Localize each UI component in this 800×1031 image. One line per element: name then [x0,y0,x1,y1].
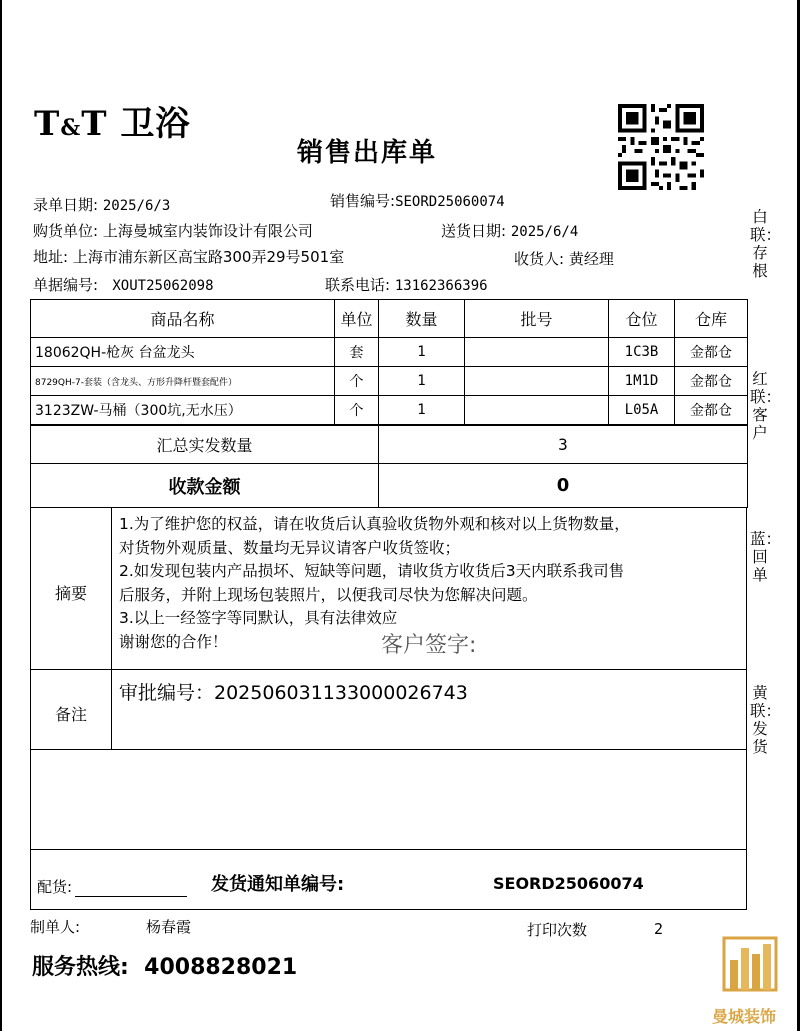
cell-location: 1C3B [609,338,675,367]
cell-warehouse: 金都仓 [675,396,748,425]
blank-section [30,750,747,850]
summary-quantity-value: 3 [379,426,748,464]
header-batch: 批号 [465,300,609,338]
terms-line: 1.为了维护您的权益，请在收货后认真验收货物外观和核对以上货物数量， [119,515,630,533]
cell-quantity: 1 [379,367,465,396]
approval-number: 审批编号：202506031133000026743 [119,682,468,704]
terms-line: 2.如发现包装内产品损坏、短缺等问题，请收货方收货后3天内联系我司售 [119,562,625,580]
abstract-section [30,507,747,670]
table-header-row [31,300,748,338]
maker-name: 杨春霞 [146,918,192,936]
customer-signature-label: 客户签字: [381,633,477,658]
stub-red: 红联：客户 [750,370,782,442]
service-hotline: 服务热线: 4008828021 [32,955,298,980]
stub-blue: 蓝：回单 [750,530,782,584]
terms-line: 对货物外观质量、数量均无异议请客户收货签收； [119,538,461,557]
entry-date: 录单日期: 2025/6/3 [33,196,171,214]
buyer: 购货单位: 上海曼城室内装饰设计有限公司 [33,222,313,240]
delivery-date: 送货日期: 2025/6/4 [441,222,579,240]
items-table [30,299,748,425]
terms-line: 3.以上一经签字等同默认，具有法律效应 [119,609,398,627]
watermark-text: 曼城装饰 [712,1007,777,1026]
header-product-name: 商品名称 [31,300,335,338]
stub-white: 白联：存根 [750,208,782,280]
section-divider [111,670,112,749]
address: 地址: 上海市浦东新区高宝路300弄29号501室 [33,248,345,266]
document-title: 销售出库单 [297,138,438,168]
summary-quantity-label: 汇总实发数量 [31,426,379,464]
cell-product-name: 18062QH-枪灰 台盆龙头 [31,338,335,367]
cell-warehouse: 金都仓 [675,338,748,367]
remark-section [30,670,747,750]
cell-quantity: 1 [379,396,465,425]
receiver: 收货人: 黄经理 [514,250,614,268]
terms-line: 谢谢您的合作！ [119,632,228,651]
cell-product-name: 3123ZW-马桶（300坑,无水压） [31,396,335,425]
cell-unit: 个 [335,367,379,396]
document-number: 单据编号: XOUT25062098 [33,276,214,294]
print-count-label: 打印次数 [527,921,588,939]
dispatch-section [30,850,747,910]
cell-quantity: 1 [379,338,465,367]
summary-amount-row [31,464,748,508]
abstract-label: 摘要 [54,584,87,603]
dispatch-signature-line [75,896,187,897]
left-border [0,0,2,1031]
notice-number-label: 发货通知单编号: [211,874,345,895]
notice-number: SEORD25060074 [493,874,644,893]
header-warehouse: 仓库 [675,300,748,338]
brand-logo: T&T 卫浴 [34,104,191,144]
cell-unit: 套 [335,338,379,367]
cell-batch [465,367,609,396]
qr-code-icon [618,104,704,190]
cell-location: L05A [609,396,675,425]
sales-number: 销售编号:SEORD25060074 [330,192,505,210]
header-unit: 单位 [335,300,379,338]
stub-yellow: 黄联：发货 [750,684,782,756]
summary-amount-value: 0 [379,464,748,508]
dispatch-label: 配货: [37,878,73,896]
print-count: 2 [654,920,664,938]
table-row [31,367,748,396]
cell-batch [465,338,609,367]
terms-text [119,513,630,654]
table-row [31,338,748,367]
building-logo-icon [720,934,780,994]
terms-line: 后服务，并附上现场包装照片，以便我司尽快为您解决问题。 [119,585,538,604]
cell-warehouse: 金都仓 [675,367,748,396]
section-divider [111,507,112,669]
table-row [31,396,748,425]
cell-batch [465,396,609,425]
maker-label: 制单人: [30,918,81,936]
remark-label: 备注 [54,705,87,724]
cell-unit: 个 [335,396,379,425]
cell-location: 1M1D [609,367,675,396]
header-location: 仓位 [609,300,675,338]
summary-table [30,425,748,508]
summary-quantity-row [31,426,748,464]
summary-amount-label: 收款金额 [31,464,379,508]
header-quantity: 数量 [379,300,465,338]
watermark-logo [712,934,792,1026]
contact-phone: 联系电话: 13162366396 [325,276,488,294]
cell-product-name: 8729QH-7-套装（含龙头、方形升降杆暨套配件） [31,367,335,396]
